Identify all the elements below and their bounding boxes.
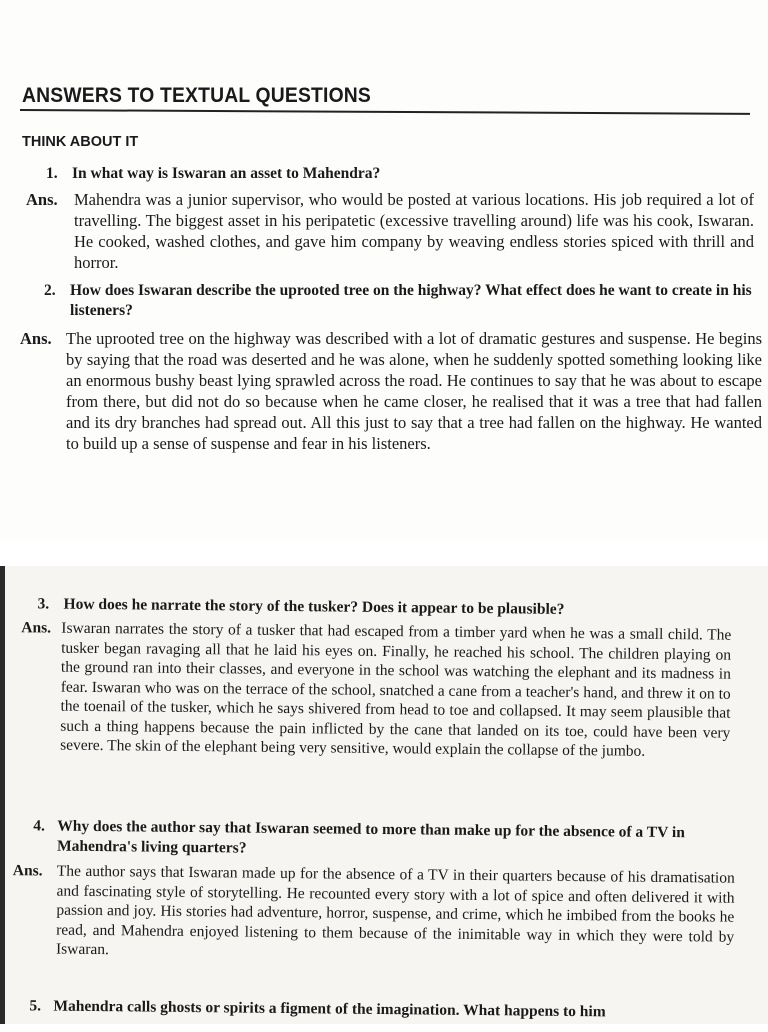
answer-3 [20,618,731,762]
answer-1 [26,189,754,273]
bottom-page-photo [0,566,768,1024]
answer-4 [12,861,735,966]
answer-text: Iswaran narrates the story of a tusker that had escaped from a timber yard when he was a small child. The tusker began ravaging all that he laid his eyes on. Finally, he reached his school. The children playing on the ground ran into their classes, and everyone in the school was watching the elephant and its madness in fear. Iswaran who was on the terrace of the school, snatched a cane from a teacher's hand, and threw it on to the toenail of the tusker, which he says shivered from head to toe and collapsed. It may seem plausible that such a thing happens because the pain inflicted by the cane that landed on its toe, could have been very severe. The skin of the elephant being very sensitive, would explain the collapse of the jumbo. [60,619,732,760]
question-4 [33,816,733,863]
answer-text: The uprooted tree on the highway was described with a lot of dramatic gestures and suspense. He begins by saying that the road was deserted and he was alone, when he suddenly spotted something looking like an enormous bushy beast lying sprawled across the road. He continues to say that he was about to escape from there, but did not do so because when he came closer, he realised that it was a tree that had fallen and its dry branches had spread out. All this just to say that a tree had fallen on the highway. He wanted to build up a sense of suspense and fear in his listeners. [66,329,762,453]
answer-2 [20,328,762,454]
section-subheading: THINK ABOUT IT [22,134,139,150]
question-number: 3. [37,595,50,613]
question-3 [37,594,737,621]
question-number: 2. [44,282,56,299]
question-text: Mahendra calls ghosts or spirits a figment of the imagination. What happens to him [53,997,606,1021]
question-1 [46,164,746,184]
page-edge-shadow [0,566,5,1024]
answer-label: Ans. [20,329,52,348]
question-text: In what way is Iswaran an asset to Mahendra? [72,165,381,182]
heading-rule [20,109,750,115]
question-text: How does Iswaran describe the uprooted tree on the highway? What effect does he want to create in his listeners? [70,282,752,319]
answer-label: Ans. [21,619,52,637]
question-text: Why does the author say that Iswaran seemed to more than make up for the absence of a TV in Mahendra's living quarters? [56,817,685,857]
question-5 [29,996,749,1026]
question-2 [44,281,756,321]
answer-label: Ans. [26,190,58,209]
answer-label: Ans. [12,862,43,880]
question-number: 4. [33,817,45,835]
question-text: How does he narrate the story of the tusker? Does it appear to be plausible? [63,595,565,618]
question-number: 5. [29,997,42,1015]
question-number: 1. [46,165,58,182]
section-heading: ANSWERS TO TEXTUAL QUESTIONS [22,84,372,107]
page-gap [0,540,768,566]
answer-text: Mahendra was a junior supervisor, who would be posted at various locations. His job required a lot of travelling. The biggest asset in his peripatetic (excessive travelling around) life was his cook, Iswaran. He cooked, washed clothes, and gave him company by weaving endless stories spiced with thrill and horror. [74,190,754,272]
answer-text: The author says that Iswaran made up for the absence of a TV in their quarters because of his dramatisation and fascinating style of storytelling. He recounted every story with a lot of spice and often delivered it with passion and joy. His stories had adventure, horror, suspense, and crime, which he imbibed from the books he read, and Mahendra enjoyed listening to them because of the inimitable way in which they were told by Iswaran. [55,862,735,959]
